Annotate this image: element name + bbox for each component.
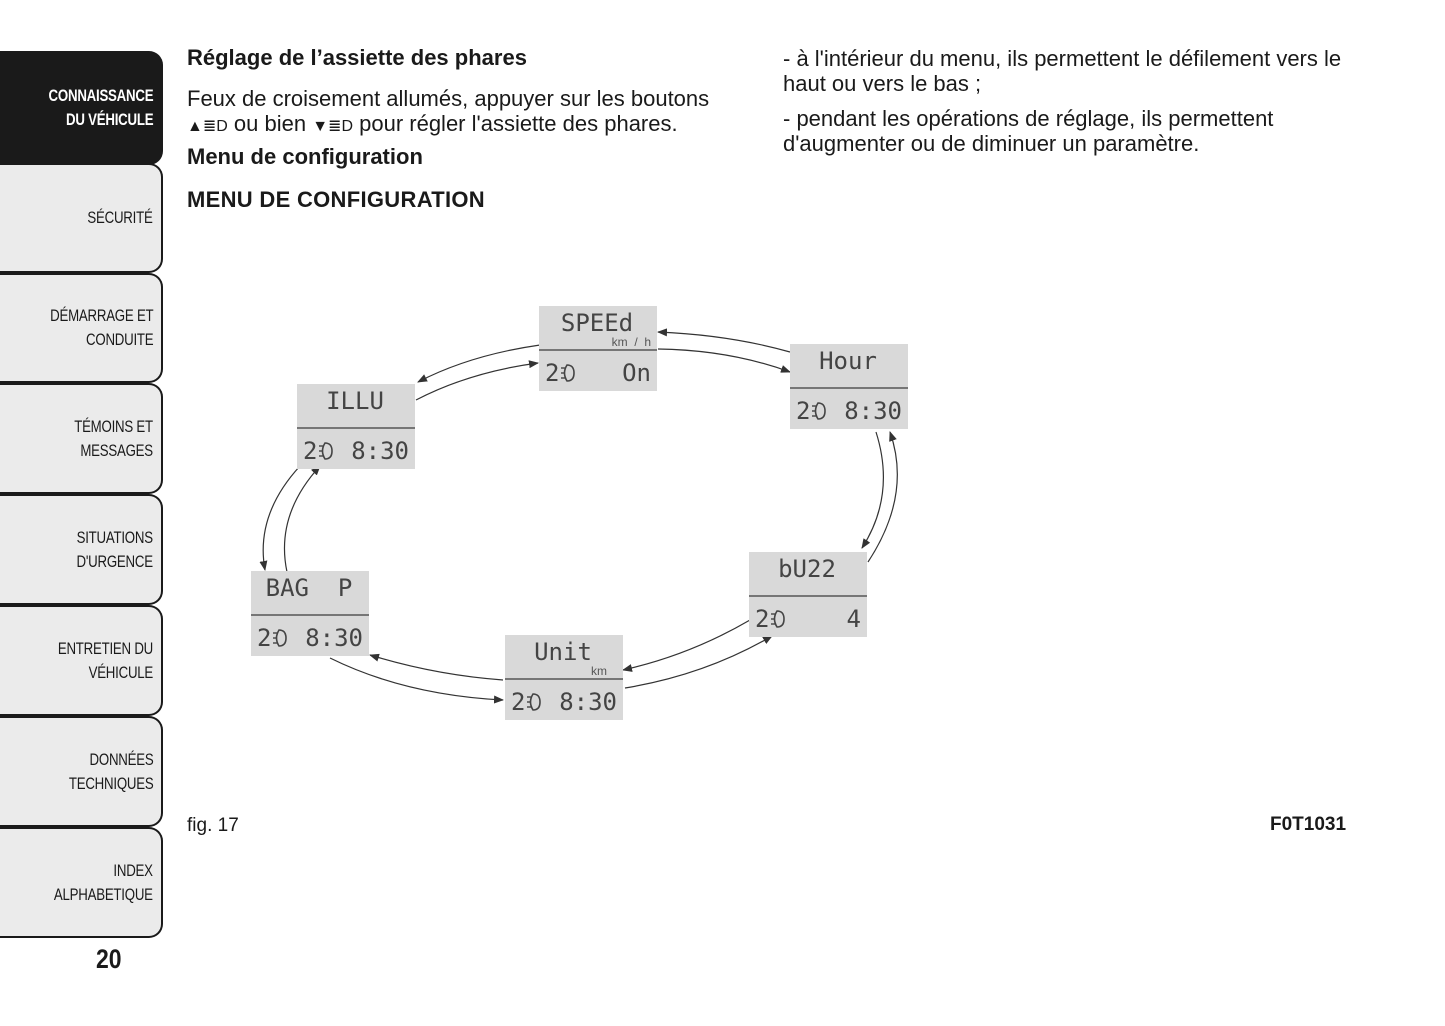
headlight-down-icon: ▼≣D xyxy=(312,118,353,135)
lcd-value: 8:30 xyxy=(559,688,617,716)
arrow-buzz-to-hour xyxy=(868,432,897,562)
page-number: 20 xyxy=(96,944,122,974)
lcd-value: 8:30 xyxy=(844,397,902,425)
tab-entretien-du-vehicule[interactable] xyxy=(0,605,163,716)
tab-temoins-et-messages[interactable] xyxy=(0,383,163,494)
lcd-top-text: BAG P xyxy=(265,574,353,602)
lcd-display-bag-p xyxy=(251,571,369,656)
lcd-top-text: bU22 xyxy=(778,555,836,583)
lcd-display-speed xyxy=(539,306,657,391)
paragraph-line: Feux de croisement allumés, appuyer sur les boutons xyxy=(187,86,710,111)
lcd-unit: km xyxy=(591,664,607,678)
section-heading-config-menu: Menu de configuration xyxy=(187,144,423,169)
arrow-illu-to-bagp xyxy=(263,466,300,570)
lcd-setting-number: 2 xyxy=(511,688,526,716)
lcd-value: On xyxy=(622,359,651,387)
lcd-display-unit xyxy=(505,635,623,720)
tab-situations-d-urgence[interactable] xyxy=(0,494,163,605)
lcd-top-text: SPEEd xyxy=(560,309,634,337)
tab-label: ENTRETIEN DU VÉHICULE xyxy=(57,638,153,682)
lcd-setting-number: 2 xyxy=(257,624,272,652)
lcd-display-illu xyxy=(297,384,415,469)
arrow-buzz-to-unit xyxy=(623,620,750,670)
lcd-display-hour xyxy=(790,344,908,429)
headlight-up-icon: ▲≣D xyxy=(187,118,228,135)
lcd-setting-number: 2 xyxy=(796,397,811,425)
paragraph-text: pour régler l'assiette des phares. xyxy=(353,111,678,136)
lcd-display-buzz xyxy=(749,552,867,637)
lcd-setting-number: 2 xyxy=(303,437,318,465)
lcd-top-text: ILLU xyxy=(326,387,384,415)
lcd-value: 8:30 xyxy=(305,624,363,652)
lcd-value: 4 xyxy=(846,605,861,633)
arrow-bagp-to-unit xyxy=(330,658,503,700)
section-heading-config-menu-caps: MENU DE CONFIGURATION xyxy=(187,187,485,212)
headlight-adjustment-paragraph xyxy=(187,86,747,139)
tab-securite[interactable] xyxy=(0,163,163,273)
tab-index-alphabetique[interactable] xyxy=(0,827,163,938)
figure-code: F0T1031 xyxy=(1270,814,1347,835)
arrow-bagp-to-illu xyxy=(284,466,320,572)
lcd-unit: km / h xyxy=(611,335,651,349)
arrow-hour-to-speed xyxy=(658,332,790,352)
lcd-setting-number: 2 xyxy=(755,605,770,633)
tab-label: SITUATIONS D'URGENCE xyxy=(76,527,153,571)
arrow-illu-to-speed xyxy=(416,363,538,400)
paragraph-text: ou bien xyxy=(227,111,313,136)
tab-label: SÉCURITÉ xyxy=(87,208,153,227)
figure-caption: fig. 17 xyxy=(187,815,239,836)
tab-label: DÉMARRAGE ET CONDUITE xyxy=(49,306,153,349)
lcd-value: 8:30 xyxy=(351,437,409,465)
paragraph-line xyxy=(187,111,747,139)
arrow-speed-to-illu xyxy=(418,345,540,382)
config-menu-diagram xyxy=(240,290,920,730)
section-heading-headlight-adjustment: Réglage de l’assiette des phares xyxy=(187,45,527,70)
arrow-unit-to-bagp xyxy=(370,655,503,680)
arrow-speed-to-hour xyxy=(658,349,790,372)
lcd-setting-number: 2 xyxy=(545,359,560,387)
tab-demarrage-et-conduite[interactable] xyxy=(0,273,163,383)
tab-label: DONNÉES TECHNIQUES xyxy=(68,749,153,793)
tab-label: CONNAISSANCE DU VÉHICULE xyxy=(48,86,153,129)
tab-donnees-techniques[interactable] xyxy=(0,716,163,827)
arrow-hour-to-buzz xyxy=(862,432,883,548)
tab-label: INDEX ALPHABETIQUE xyxy=(54,860,153,904)
adjust-description: - pendant les opérations de réglage, ils permettent d'augmenter ou de diminuer un paramètre. xyxy=(783,106,1274,156)
scroll-description: - à l'intérieur du menu, ils permettent le défilement vers le haut ou vers le bas ; xyxy=(783,46,1342,96)
arrow-unit-to-buzz xyxy=(625,636,772,688)
tab-connaissance-du-vehicule[interactable] xyxy=(0,51,163,165)
tab-label: TÉMOINS ET MESSAGES xyxy=(74,416,153,460)
lcd-top-text: Hour xyxy=(819,347,877,375)
lcd-top-text: Unit xyxy=(534,638,592,666)
